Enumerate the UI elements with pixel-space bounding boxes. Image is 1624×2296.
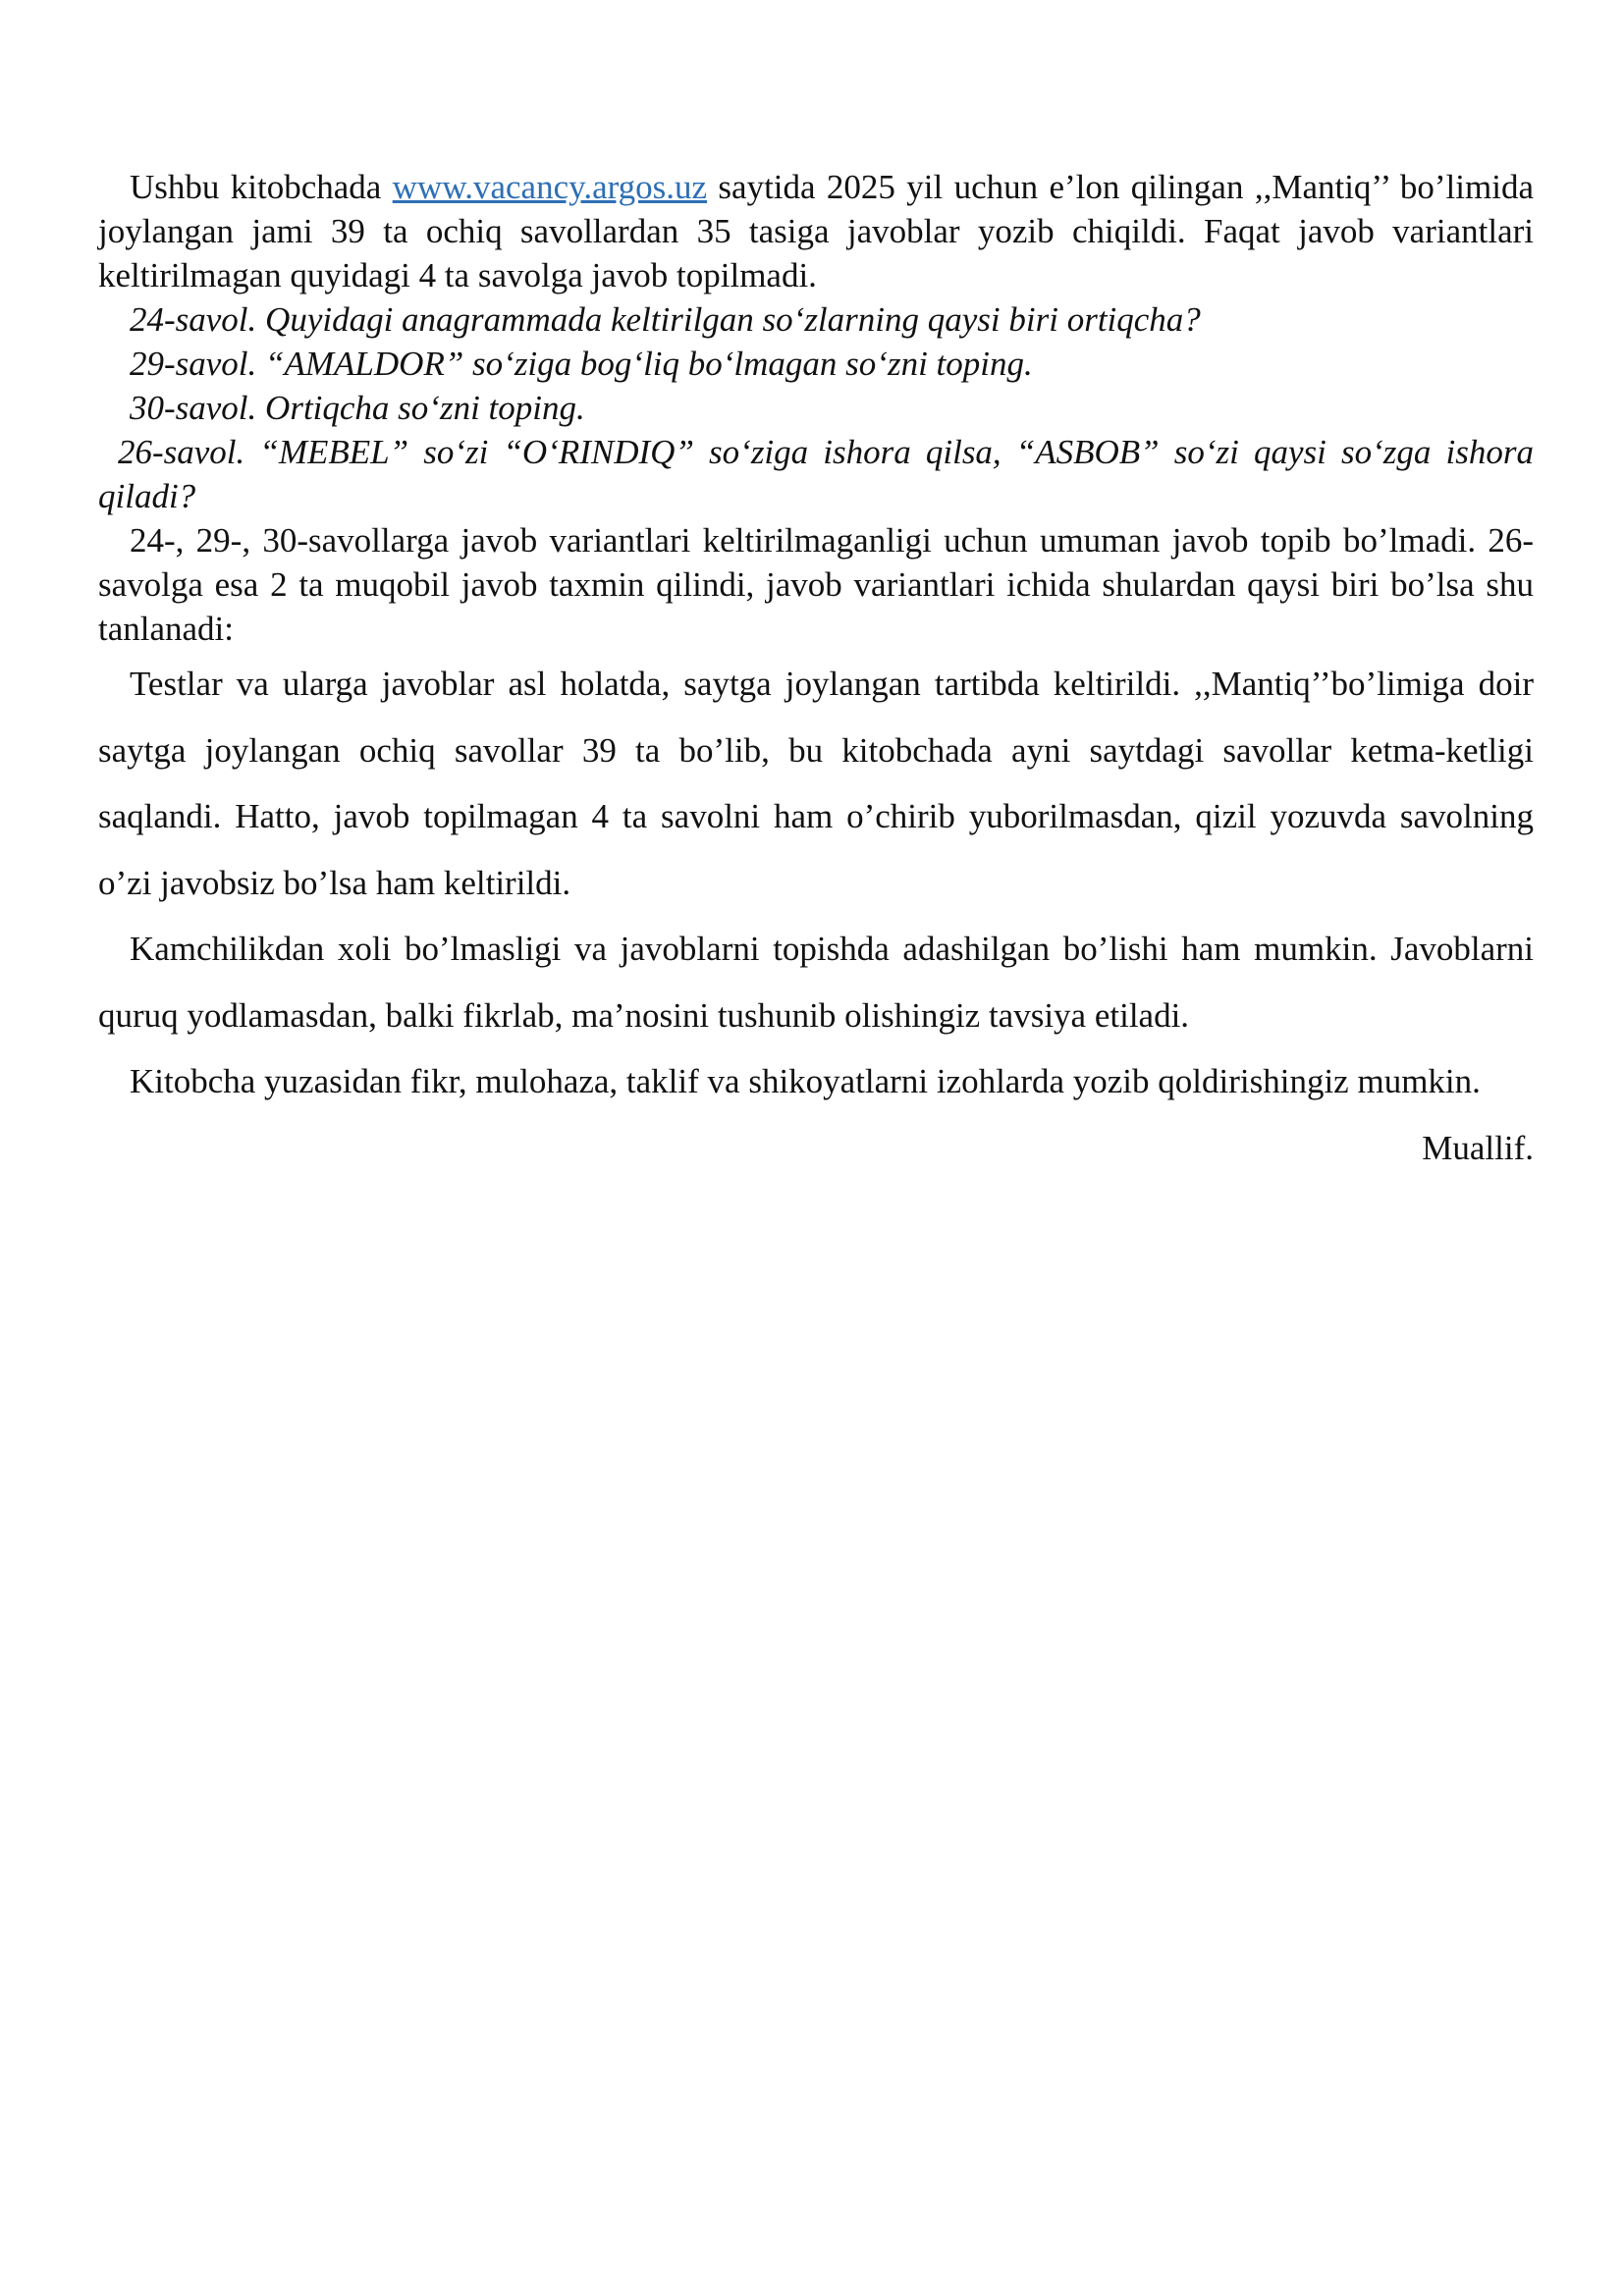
question-30-label: 30-savol.	[130, 389, 257, 427]
document-page	[98, 165, 1534, 1181]
author-signature: Muallif.	[1422, 1128, 1534, 1167]
question-29-text: “AMALDOR” so‘ziga bog‘liq bo‘lmagan so‘zni toping.	[256, 345, 1033, 383]
question-24-text: Quyidagi anagrammada keltirilgan so‘zlarning qaysi biri ortiqcha?	[256, 300, 1201, 339]
question-26-text: “MEBEL” so‘zi “O‘RINDIQ” so‘ziga ishora qilsa, “ASBOB” so‘zi qaysi so‘zga ishora qiladi?	[98, 433, 1534, 515]
intro-text-after-link: saytida 2025 yil uchun e’lon qilingan ,,Mantiq’’ bo’limida joylangan jami 39 ta ochiq savollardan 35 tasiga javoblar yozib chiqildi. Faqat javob variantlari keltirilmagan quyidagi 4 ta savolga javob topilmadi.	[98, 168, 1534, 294]
intro-text-before-link: Ushbu kitobchada	[130, 168, 393, 206]
question-30-text: Ortiqcha so‘zni toping.	[256, 389, 585, 427]
vacancy-site-link[interactable]: www.vacancy.argos.uz	[392, 168, 708, 206]
intro-paragraph	[98, 165, 1534, 297]
question-29	[98, 342, 1534, 386]
question-30	[98, 386, 1534, 430]
mistakes-paragraph: Kamchilikdan xoli bo’lmasligi va javoblarni topishda adashilgan bo’lishi ham mumkin. Javoblarni quruq yodlamasdan, balki fikrlab, ma’nosini tushunib olishingiz tavsiya etiladi.	[98, 930, 1534, 1035]
explanation-paragraph: 24-, 29-, 30-savollarga javob variantlari keltirilmaganligi uchun umuman javob topib bo’lmadi. 26-savolga esa 2 ta muqobil javob taxmin qilindi, javob variantlari ichida shulardan qaysi biri bo’lsa shu tanlanadi:	[98, 521, 1534, 648]
question-26-label: 26-savol.	[118, 433, 245, 471]
tests-paragraph: Testlar va ularga javoblar asl holatda, saytga joylangan tartibda keltirildi. ,,Mantiq’’bo’limiga doir saytga joylangan ochiq savollar 39 ta bo’lib, bu kitobchada ayni saytdagi savollar ketma-ketligi saqlandi. Hatto, javob topilmagan 4 ta savolni ham o’chirib yuborilmasdan, qizil yozuvda savolning o’zi javobsiz bo’lsa ham keltirildi.	[98, 665, 1534, 902]
feedback-paragraph: Kitobcha yuzasidan fikr, mulohaza, taklif va shikoyatlarni izohlarda yozib qoldirishingiz mumkin.	[130, 1062, 1481, 1100]
question-26	[98, 430, 1534, 518]
question-29-label: 29-savol.	[130, 345, 257, 383]
question-24-label: 24-savol.	[130, 300, 257, 339]
question-24	[98, 297, 1534, 342]
